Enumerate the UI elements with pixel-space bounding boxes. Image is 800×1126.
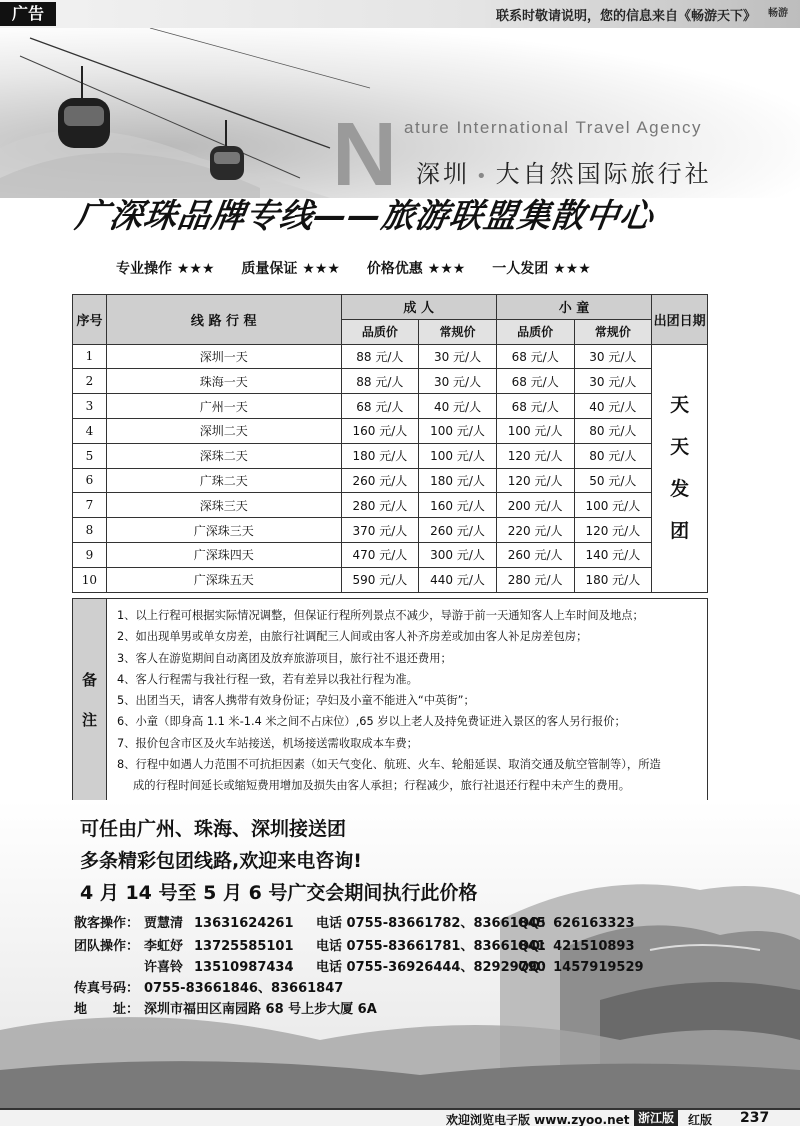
feature-single: 一人发团 ★★★ [492, 261, 591, 277]
row-route: 广深珠三天 [106, 518, 341, 543]
contact-mobile: 13510987434 [194, 960, 294, 975]
table-row [73, 518, 708, 543]
promo-line-1: 可任由广州、珠海、深圳接送团 [80, 818, 347, 840]
row-adult-regular: 100 元/人 [419, 418, 497, 443]
contact-qq: QQ：1457919529 [518, 960, 644, 975]
note-item: 2、如出现单男或单女房差，由旅行社调配三人间或由客人补齐房差或加由客人补足房差包房； [117, 630, 588, 644]
contact-mobile: 13631624261 [194, 916, 294, 931]
row-adult-quality: 590 元/人 [341, 567, 419, 592]
row-child-quality: 100 元/人 [496, 418, 574, 443]
contact-qq: QQ：626163323 [518, 916, 635, 931]
ad-tag: 广告 [0, 2, 56, 26]
row-route: 广州一天 [106, 394, 341, 419]
row-child-regular: 140 元/人 [574, 542, 652, 567]
note-item: 5、出团当天，请客人携带有效身份证；孕妇及小童不能进入“中英街”； [117, 694, 475, 708]
row-child-regular: 180 元/人 [574, 567, 652, 592]
footer-version: 红版 [688, 1113, 713, 1126]
row-adult-regular: 100 元/人 [419, 443, 497, 468]
row-route: 珠海一天 [106, 369, 341, 394]
contact-mobile: 13725585101 [194, 939, 294, 954]
top-banner [0, 0, 800, 28]
row-no: 8 [73, 518, 107, 543]
row-adult-quality: 370 元/人 [341, 518, 419, 543]
row-no: 7 [73, 493, 107, 518]
row-no: 4 [73, 418, 107, 443]
price-table [72, 294, 708, 593]
promo-line-2: 多条精彩包团线路,欢迎来电咨询! [80, 850, 362, 872]
row-no: 2 [73, 369, 107, 394]
address-value: 深圳市福田区南园路 68 号上步大厦 6A [144, 1002, 377, 1017]
row-child-regular: 120 元/人 [574, 518, 652, 543]
agency-separator: • [476, 166, 490, 187]
row-child-quality: 200 元/人 [496, 493, 574, 518]
row-no: 9 [73, 542, 107, 567]
contact-qq: QQ：421510893 [518, 939, 635, 954]
agency-english-name: ature International Travel Agency [404, 118, 703, 137]
row-child-quality: 220 元/人 [496, 518, 574, 543]
contact-tel: 电话 0755-36926444、82929790 [316, 960, 546, 975]
page-footer [0, 1108, 800, 1126]
page-number: 237 [740, 1110, 770, 1126]
header-child-quality: 品质价 [496, 319, 574, 344]
row-route: 广深珠五天 [106, 567, 341, 592]
row-adult-quality: 280 元/人 [341, 493, 419, 518]
row-child-regular: 30 元/人 [574, 369, 652, 394]
row-adult-quality: 88 元/人 [341, 344, 419, 369]
contact-role: 团队操作： [74, 939, 140, 954]
row-child-regular: 80 元/人 [574, 418, 652, 443]
feature-professional: 专业操作 ★★★ [116, 261, 215, 277]
row-adult-regular: 260 元/人 [419, 518, 497, 543]
feature-price: 价格优惠 ★★★ [366, 261, 466, 277]
depart-char: 天 [670, 394, 690, 417]
row-no: 6 [73, 468, 107, 493]
note-item: 7、报价包含市区及火车站接送，机场接送需收取成本车费； [117, 736, 418, 750]
header-child-regular: 常规价 [574, 319, 652, 344]
agency-chinese-name [416, 154, 712, 189]
row-child-quality: 120 元/人 [496, 468, 574, 493]
contact-tel: 电话 0755-83661782、83661845 [316, 916, 546, 931]
row-adult-quality: 470 元/人 [341, 542, 419, 567]
row-route: 深圳一天 [106, 344, 341, 369]
row-child-quality: 260 元/人 [496, 542, 574, 567]
header-child: 小 童 [496, 295, 651, 320]
depart-char: 团 [670, 520, 690, 543]
header-depart: 出团日期 [652, 295, 708, 345]
notes-label [73, 599, 107, 801]
row-no: 3 [73, 394, 107, 419]
address-row [74, 998, 377, 1017]
contact-row [74, 935, 635, 954]
row-child-regular: 30 元/人 [574, 344, 652, 369]
promo-line-3: 4 月 14 号至 5 月 6 号广交会期间执行此价格 [80, 882, 478, 904]
table-row [73, 344, 708, 369]
row-adult-quality: 68 元/人 [341, 394, 419, 419]
row-child-regular: 50 元/人 [574, 468, 652, 493]
row-adult-regular: 40 元/人 [419, 394, 497, 419]
row-adult-quality: 160 元/人 [341, 418, 419, 443]
row-route: 深圳二天 [106, 418, 341, 443]
row-child-quality: 68 元/人 [496, 369, 574, 394]
row-no: 5 [73, 443, 107, 468]
cable-car-1 [58, 66, 110, 148]
row-child-quality: 68 元/人 [496, 394, 574, 419]
notes-label-char: 注 [81, 711, 97, 729]
row-adult-quality: 88 元/人 [341, 369, 419, 394]
notes-list [117, 605, 703, 797]
note-continuation: 成的行程时间延长或缩短费用增加及损失由客人承担；行程减少，旅行社退还行程中未产生的费用。 [133, 779, 631, 793]
table-row [73, 394, 708, 419]
table-row [73, 443, 708, 468]
header-adult-quality: 品质价 [341, 319, 419, 344]
magazine-logo: 畅游 [768, 8, 788, 19]
row-no: 10 [73, 567, 107, 592]
feature-ratings [116, 258, 613, 278]
note-item: 6、小童（即身高 1.1 米-1.4 米之间不占床位）,65 岁以上老人及持免费证进入景区的客人另行报价； [117, 715, 626, 729]
fax-row [74, 977, 343, 996]
row-route: 深珠二天 [106, 443, 341, 468]
header-adult: 成 人 [341, 295, 496, 320]
contact-row [74, 956, 644, 975]
depart-char: 发 [670, 478, 690, 501]
row-route: 深珠三天 [106, 493, 341, 518]
contact-role: 散客操作： [74, 916, 140, 931]
table-row [73, 468, 708, 493]
contact-tel: 电话 0755-83661781、83661841 [316, 939, 546, 954]
row-child-quality: 68 元/人 [496, 344, 574, 369]
source-notice: 联系时敬请说明，您的信息来自《畅游天下》 [495, 9, 756, 24]
footer-edition: 浙江版 [634, 1110, 678, 1126]
contact-name: 贾慧清 [144, 916, 184, 931]
row-adult-regular: 160 元/人 [419, 493, 497, 518]
notes-section [72, 598, 708, 802]
depart-char: 天 [670, 436, 690, 459]
header-no: 序号 [73, 295, 107, 345]
table-row [73, 369, 708, 394]
contact-name: 许喜铃 [144, 960, 184, 975]
row-adult-regular: 440 元/人 [419, 567, 497, 592]
row-child-regular: 80 元/人 [574, 443, 652, 468]
row-no: 1 [73, 344, 107, 369]
table-row [73, 567, 708, 592]
cable-car-2 [210, 120, 244, 180]
agency-city: 深圳 [416, 160, 470, 188]
agency-title: 大自然国际旅行社 [495, 160, 712, 188]
table-row [73, 493, 708, 518]
table-row [73, 418, 708, 443]
note-item: 4、客人行程需与我社行程一致，若有差异以我社行程为准。 [117, 672, 418, 686]
page-title: 广深珠品牌专线——旅游联盟集散中心 [72, 196, 657, 235]
depart-daily [652, 344, 708, 592]
notes-label-char: 备 [81, 671, 97, 689]
note-item: 3、客人在游览期间自动离团及放弃旅游项目，旅行社不退还费用； [117, 651, 452, 665]
row-adult-quality: 180 元/人 [341, 443, 419, 468]
fax-value: 0755-83661846、83661847 [144, 981, 344, 996]
row-route: 广深珠四天 [106, 542, 341, 567]
header-adult-regular: 常规价 [419, 319, 497, 344]
address-label: 地 址： [74, 1002, 140, 1017]
row-adult-quality: 260 元/人 [341, 468, 419, 493]
contact-row [74, 912, 635, 931]
contact-name: 李虹妤 [144, 939, 184, 954]
agency-logo-letter: N [332, 105, 393, 198]
header-route: 线 路 行 程 [106, 295, 341, 345]
footer-website: 欢迎浏览电子版 www.zyoo.net [446, 1113, 630, 1126]
row-child-quality: 280 元/人 [496, 567, 574, 592]
note-item: 8、行程中如遇人力范围不可抗拒因素（如天气变化、航班、火车、轮船延误、取消交通及航空管制等），所造 [117, 758, 661, 772]
row-child-regular: 100 元/人 [574, 493, 652, 518]
table-row [73, 542, 708, 567]
row-child-regular: 40 元/人 [574, 394, 652, 419]
row-route: 广珠二天 [106, 468, 341, 493]
feature-quality: 质量保证 ★★★ [241, 261, 340, 277]
hero-banner [0, 28, 800, 198]
row-child-quality: 120 元/人 [496, 443, 574, 468]
row-adult-regular: 30 元/人 [419, 344, 497, 369]
note-item: 1、以上行程可根据实际情况调整，但保证行程所列景点不减少，导游于前一天通知客人上车时间及地点； [117, 609, 644, 622]
row-adult-regular: 30 元/人 [419, 369, 497, 394]
row-adult-regular: 300 元/人 [419, 542, 497, 567]
fax-label: 传真号码： [74, 981, 140, 996]
row-adult-regular: 180 元/人 [419, 468, 497, 493]
